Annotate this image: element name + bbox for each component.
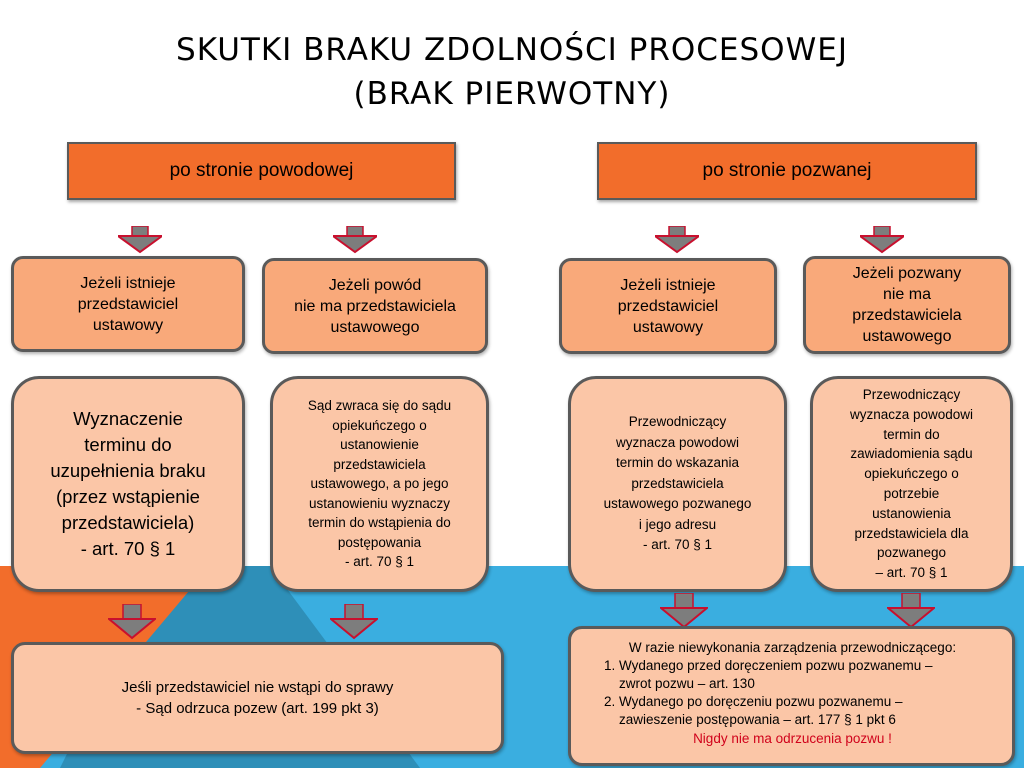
- consequence-box-1: [11, 376, 245, 592]
- consequence-text-4: Przewodniczący wyznacza powodowi termin do zawiadomienia sądu opiekuńczego o potrzebie ustanowienia przedstawiciela dla pozwanego – art. 70 § 1: [849, 387, 974, 581]
- consequence-text-3: Przewodniczący wyznacza powodowi termin do wskazania przedstawiciela ustawowego pozwanego i jego adresu - art. 70 § 1: [603, 414, 752, 553]
- header-plaintiff-label: po stronie powodowej: [169, 160, 354, 181]
- result-defendant-lead: W razie niewykonania zarządzenia przewodniczącego:: [628, 640, 957, 655]
- condition-text-2: Jeżeli powód nie ma przedstawiciela ustawowego: [294, 276, 456, 336]
- warning-text: Nigdy nie ma odrzucenia pozwu !: [693, 731, 892, 746]
- item1-text: Wydanego przed doręczeniem pozwu pozwanemu –: [619, 658, 933, 673]
- item1-ref: – art. 130: [694, 676, 755, 691]
- consequence-text-1: Wyznaczenie terminu do uzupełnienia braku (przez wstąpienie przedstawiciela) - art. 70 § 1: [50, 408, 206, 559]
- result-plaintiff-prefix: -: [136, 700, 146, 717]
- down-arrow-icon: [887, 593, 935, 629]
- title-line-1: SKUTKI BRAKU ZDOLNOŚCI PROCESOWEJ: [176, 32, 848, 68]
- down-arrow-icon: [118, 226, 162, 254]
- item2-ref: – art. 177 § 1 pkt 6: [779, 712, 896, 727]
- down-arrow-icon: [655, 226, 699, 254]
- down-arrow-icon: [860, 226, 904, 254]
- result-plaintiff-line1: Jeśli przedstawiciel nie wstąpi do sprawy: [121, 679, 394, 696]
- down-arrow-icon: [330, 604, 378, 640]
- condition-text-1: Jeżeli istnieje przedstawiciel ustawowy: [77, 274, 179, 334]
- down-arrow-icon: [108, 604, 156, 640]
- item1-bold: zwrot pozwu: [619, 676, 695, 691]
- consequence-box-2: [270, 376, 489, 592]
- consequence-box-3: [568, 376, 787, 592]
- item2-text: Wydanego po doręczeniu pozwu pozwanemu –: [619, 694, 903, 709]
- result-box-defendant: [568, 626, 1015, 766]
- consequence-box-4: [810, 376, 1013, 592]
- result-defendant-list: [585, 657, 1000, 729]
- list-item: [619, 657, 1000, 693]
- condition-box-1: [11, 256, 245, 352]
- result-plaintiff-bold: Sąd odrzuca pozew: [145, 700, 278, 717]
- header-defendant-side: [597, 142, 977, 200]
- header-defendant-label: po stronie pozwanej: [702, 160, 872, 181]
- slide-title: [0, 28, 1024, 116]
- condition-text-4: Jeżeli pozwany nie ma przedstawiciela ustawowego: [852, 265, 962, 345]
- condition-box-4: [803, 256, 1011, 354]
- header-plaintiff-side: [67, 142, 456, 200]
- title-line-2: (BRAK PIERWOTNY): [353, 76, 671, 112]
- result-plaintiff-line2: [122, 698, 394, 719]
- list-item: [619, 693, 1000, 729]
- down-arrow-icon: [333, 226, 377, 254]
- result-box-plaintiff: [11, 642, 504, 754]
- condition-text-3: Jeżeli istnieje przedstawiciel ustawowy: [617, 276, 719, 336]
- result-plaintiff-suffix: (art. 199 pkt 3): [277, 700, 379, 717]
- condition-box-3: [559, 258, 777, 354]
- item2-bold: zawieszenie postępowania: [619, 712, 780, 727]
- condition-box-2: [262, 258, 488, 354]
- down-arrow-icon: [660, 593, 708, 629]
- consequence-text-2: Sąd zwraca się do sądu opiekuńczego o ustanowienie przedstawiciela ustawowego, a po jego ustanowieniu wyznaczy termin do wstąpienia do postępowania - art. 70 § 1: [307, 398, 452, 570]
